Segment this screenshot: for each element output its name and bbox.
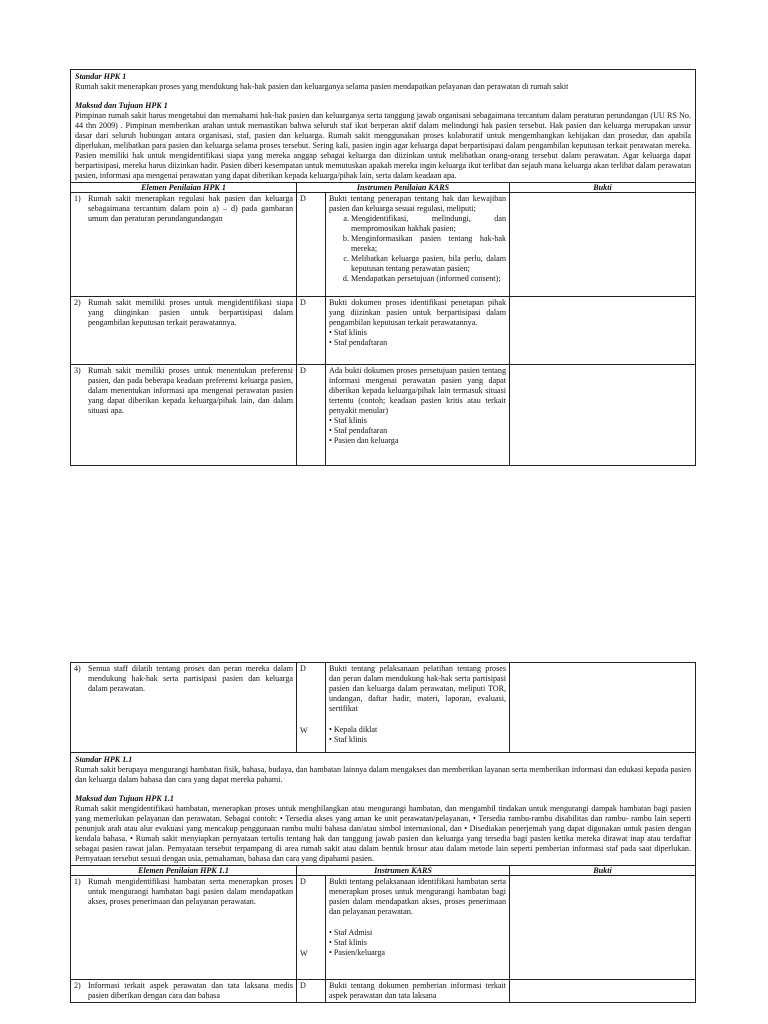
table-row	[71, 876, 696, 980]
purpose-title: Maksud dan Tujuan HPK 1	[75, 100, 168, 110]
code-d: D	[300, 877, 306, 887]
instrument-cell	[326, 663, 510, 753]
list-item: • Staf pendaftaran	[329, 338, 506, 348]
code-d: D	[300, 981, 306, 991]
code-d: D	[300, 366, 306, 376]
list-item: • Staf klinis	[329, 735, 506, 745]
element-number: 3)	[74, 366, 81, 376]
hpk11-intro-row	[71, 753, 696, 866]
instrument-intro: Ada bukti dokumen proses persetujuan pasien tentang informasi mengenai perawatan pasien yang dapat diberikan kepada keluarga/pihak lain termasuk situasi tertentu (contoh; keadaan pasien kritis atau terkait penyakit menular)	[329, 366, 506, 416]
element-cell	[71, 193, 297, 297]
standard-text: Rumah sakit berupaya mengurangi hambatan fisik, bahasa, budaya, dan hambatan lainnya dalam mengakses dan memberikan layanan serta memberikan informasi dan edukasi kepada pasien dan keluarga dalam bahasa dan cara yang dapat mereka pahami.	[75, 764, 691, 784]
instrument-cell	[326, 365, 510, 466]
code-cell	[297, 876, 326, 980]
header-instrument: Instrumen Penilaian KARS	[297, 182, 510, 193]
evidence-cell[interactable]	[510, 297, 696, 365]
table-row	[71, 980, 696, 1003]
hpk1-table	[70, 69, 696, 466]
instrument-list	[329, 214, 506, 284]
bullet-list	[329, 928, 506, 958]
purpose-text: Pimpinan rumah sakit harus mengetahui dan memahami hak-hak pasien dan keluarganya serta tanggung jawab organisasi sebagaimana tercantum dalam peraturan perundangan (UU RS No. 44 thn 2009) . Pimpinan memberikan arahan untuk memastikan bahwa seluruh staf ikut berperan aktif dalam melindungi hak pasien tersebut. Hak pasien dan keluarga merupakan unsur dasar dari seluruh hubungan antara organisasi, staf, pasien dan keluarga. Rumah sakit menggunakan proses kolaboratif untuk mengembangkan kebijakan dan prosedur, dan apabila diperlukan, melibatkan para pasien dan keluarga selama proses tersebut. Sering kali, pasien ingin agar keluarga dapat berpartisipasi dalam pengambilan keputusan terkait perawatan mereka. Pasien memiliki hak untuk mengidentifikasi siapa yang mereka anggap sebagai keluarga dan diizinkan untuk melibatkan orang-orang tersebut dalam perawatan. Agar keluarga dapat berpartisipasi, mereka harus diizinkan hadir. Pasien diberi kesempatan untuk memutuskan apakah mereka ingin keluarga ikut terlibat dan sejauh mana keluarga akan terlibat dalam perawatan pasien, informasi apa mengenai perawatan yang dapat diberikan kepada keluarga/pihak lain, serta dalam keadaan apa.	[75, 110, 691, 180]
element-text: Rumah mengidentifikasi hambatan serta menerapkan proses untuk mengurangi hambatan bagi pasien dalam mendapatkan akses, proses penerimaan dan pelayanan perawatan.	[88, 877, 293, 907]
element-cell	[71, 980, 297, 1003]
page1-block	[70, 69, 695, 466]
hpk11-header-row	[71, 865, 696, 876]
evidence-cell[interactable]	[510, 980, 696, 1003]
list-item: • Kepala diklat	[329, 725, 506, 735]
list-item: c. Melibatkan keluarga pasien, bila perlu, dalam keputusan tentang perawatan pasien;	[351, 254, 506, 274]
hpk1-intro-row	[71, 70, 696, 183]
header-elements: Elemen Penilaian HPK 1.1	[71, 865, 297, 876]
code-cell	[297, 663, 326, 753]
evidence-cell[interactable]	[510, 365, 696, 466]
bullet-list	[329, 725, 506, 745]
hpk1-header-row	[71, 182, 696, 193]
bullet-list	[329, 416, 506, 446]
element-number: 2)	[74, 981, 81, 991]
instrument-cell	[326, 193, 510, 297]
list-item: • Staf Admisi	[329, 928, 506, 938]
list-item: d. Mendapatkan persetujuan (informed consent);	[351, 274, 506, 284]
page2-block	[70, 662, 695, 1003]
evidence-cell[interactable]	[510, 876, 696, 980]
code-cell	[297, 980, 326, 1003]
list-item: b. Menginformasikan pasien tentang hak-hak mereka;	[351, 234, 506, 254]
purpose-text: Rumah sakit mengidentifikasi hambatan, menerapkan proses untuk menghilangkan atau mengurangi hambatan, dan mengambil tindakan untuk mengurangi dampak hambatan bagi pasien yang memerlukan pelayanan dan perawatan. Sebagai contoh: • Tersedia akses yang aman ke unit perawatan/pelayanan, • Tersedia rambu-rambu disabilitas dan rambu- rambu lain seperti penunjuk arah atau alur evakuasi yang mencakup penggunaan rambu multi bahasa dan/atau simbol internasional, dan • Disediakan penerjemah yang dapat digunakan untuk pasien dengan kendala bahasa. • Rumah sakit menyiapkan pernyataan tertulis tentang hak dan tanggung jawab pasien dan keluarga yang tersedia bagi pasien ketika mereka dirawat inap atau terdaftar sebagai pasien rawat jalan. Pernyataan tersebut terpampang di area rumah sakit atau dalam bentuk brosur atau dalam metode lain seperti pemberian informasi staf pada saat diperlukan. Pernyataan tersebut sesuai dengan usia, pemahaman, bahasa dan cara yang dipahami pasien.	[75, 803, 691, 863]
element-cell	[71, 663, 297, 753]
list-item: • Staf klinis	[329, 416, 506, 426]
hpk11-table	[70, 662, 696, 1003]
table-row	[71, 193, 696, 297]
code-d: D	[300, 664, 306, 673]
instrument-cell	[326, 980, 510, 1003]
element-text: Rumah sakit menerapkan regulasi hak pasien dan keluarga sebagaimana tercantum dalam poin a) – d) pada gambaran umum dan peraturan perundangundangan	[88, 194, 293, 224]
table-row	[71, 663, 696, 753]
element-text: Rumah sakit memiliki proses untuk menentukan preferensi pasien, dan pada beberapa keadaan preferensi keluarga pasien, dalam menentukan informasi apa mengenai perawatan pasien yang dapat diberikan kepada keluarga/pihak lain, dan dalam situasi apa.	[88, 366, 293, 416]
code-cell	[297, 193, 326, 297]
list-item: • Pasien/keluarga	[329, 948, 506, 958]
instrument-intro: Bukti tentang penerapan tentang hak dan kewajiban pasien dan keluarga sesuai regulasi, meliputi;	[329, 194, 506, 214]
code-cell	[297, 297, 326, 365]
code-d: D	[300, 298, 306, 308]
element-cell	[71, 297, 297, 365]
element-cell	[71, 876, 297, 980]
header-elements: Elemen Penilaian HPK 1	[71, 182, 297, 193]
table-row	[71, 297, 696, 365]
instrument-intro: Bukti dokumen proses identifikasi penetapan pihak yang diizinkan pasien untuk berpartisipasi dalam pengambilan keputusan terkait perawatannya.	[329, 298, 506, 328]
instrument-intro: Bukti tentang pelaksanaan pelatihan tentang proses dan peran dalam mendukung hak-hak serta partisipasi pasien dan keluarga dalam perawatan, meliputi TOR, undangan, daftar hadir, materi, laporan, evaluasi, sertifikat	[329, 664, 506, 713]
code-d: D	[300, 194, 306, 204]
instrument-intro: Bukti tentang dokumen pemberian informasi terkait aspek perawatan dan tata laksana	[329, 981, 506, 1001]
element-text: Rumah sakit memiliki proses untuk mengidentifikasi siapa yang diinginkan pasien untuk berpartisipasi dalam pengambilan keputusan terkait perawatannya.	[88, 298, 293, 328]
table-row	[71, 365, 696, 466]
hpk1-intro-cell	[71, 70, 696, 183]
standard-title: Standar HPK 1.1	[75, 755, 133, 764]
element-number: 1)	[74, 194, 81, 204]
list-item: • Staf klinis	[329, 938, 506, 948]
element-cell	[71, 365, 297, 466]
instrument-cell	[326, 297, 510, 365]
element-number: 1)	[74, 877, 81, 887]
list-item: • Staf pendaftaran	[329, 426, 506, 436]
list-item: • Pasien dan keluarga	[329, 436, 506, 446]
element-text: Informasi terkait aspek perawatan dan tata laksana medis pasien diberikan dengan cara dan bahasa	[88, 981, 293, 1001]
element-text: Semua staff dilatih tentang proses dan peran mereka dalam mendukung hak-hak serta partisipasi pasien dan keluarga dalam perawatan.	[88, 664, 293, 693]
bullet-list	[329, 328, 506, 348]
purpose-title: Maksud dan Tujuan HPK 1.1	[75, 793, 174, 803]
header-instrument: Instrumen KARS	[297, 865, 510, 876]
code-w: W	[300, 949, 308, 959]
evidence-cell[interactable]	[510, 663, 696, 753]
standard-text: Rumah sakit menerapkan proses yang mendukung hak-hak pasien dan keluarganya selama pasien mendapatkan pelayanan dan perawatan di rumah sakit	[75, 81, 569, 91]
evidence-cell[interactable]	[510, 193, 696, 297]
list-item: • Staf klinis	[329, 328, 506, 338]
header-evidence: Bukti	[510, 182, 696, 193]
code-w: W	[300, 725, 308, 735]
element-number: 2)	[74, 298, 81, 308]
standard-title: Standar HPK 1	[75, 72, 127, 81]
code-cell	[297, 365, 326, 466]
hpk11-intro-cell	[71, 753, 696, 866]
list-item: a. Mengidentifikasi, melindungi, dan mempromosikan hakhak pasien;	[351, 214, 506, 234]
instrument-intro: Bukti tentang pelaksanaan identifikasi hambatan serta menerapkan proses untuk mengurangi hambatan bagi pasien dalam mendapatkan akses, proses penerimaan dan pelayanan perawatan.	[329, 877, 506, 917]
instrument-cell	[326, 876, 510, 980]
header-evidence: Bukti	[510, 865, 696, 876]
element-number: 4)	[74, 664, 81, 673]
